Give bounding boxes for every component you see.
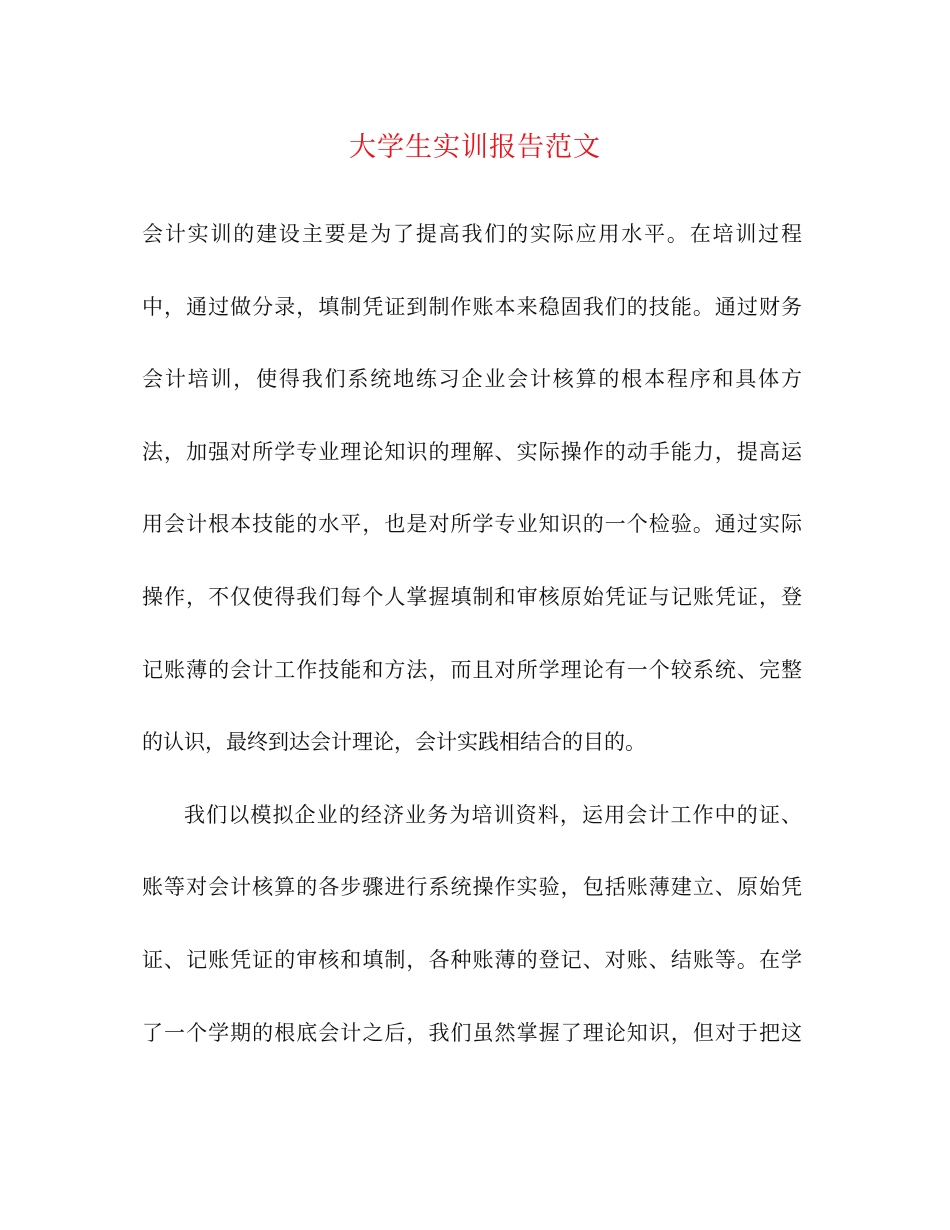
paragraph-1 [142, 214, 802, 795]
paragraph-line: 证、记账凭证的审核和填制，各种账薄的登记、对账、结账等。在学 [142, 947, 802, 972]
paragraph-2 [142, 795, 802, 1085]
paragraph-line: 会计培训，使得我们系统地练习企业会计核算的根本程序和具体方 [142, 367, 802, 392]
paragraph-line: 了一个学期的根底会计之后，我们虽然掌握了理论知识，但对于把这 [142, 1020, 802, 1045]
paragraph-line: 用会计根本技能的水平，也是对所学专业知识的一个检验。通过实际 [142, 512, 802, 537]
paragraph-line: 中，通过做分录，填制凭证到制作账本来稳固我们的技能。通过财务 [142, 294, 802, 319]
paragraph-line: 法，加强对所学专业理论知识的理解、实际操作的动手能力，提高运 [142, 439, 802, 464]
paragraph-line: 账等对会计核算的各步骤进行系统操作实验，包括账薄建立、原始凭 [142, 875, 802, 900]
paragraph-line: 操作，不仅使得我们每个人掌握填制和审核原始凭证与记账凭证，登 [142, 584, 802, 609]
paragraph-line: 记账薄的会计工作技能和方法，而且对所学理论有一个较系统、完整 [142, 657, 802, 682]
document-body [142, 214, 802, 1085]
page-title: 大学生实训报告范文 [349, 132, 601, 163]
paragraph-line: 会计实训的建设主要是为了提高我们的实际应用水平。在培训过程 [142, 222, 802, 246]
paragraph-line: 的认识，最终到达会计理论，会计实践相结合的目的。 [142, 730, 646, 755]
paragraph-line: 我们以模拟企业的经济业务为培训资料，运用会计工作中的证、 [184, 802, 802, 827]
